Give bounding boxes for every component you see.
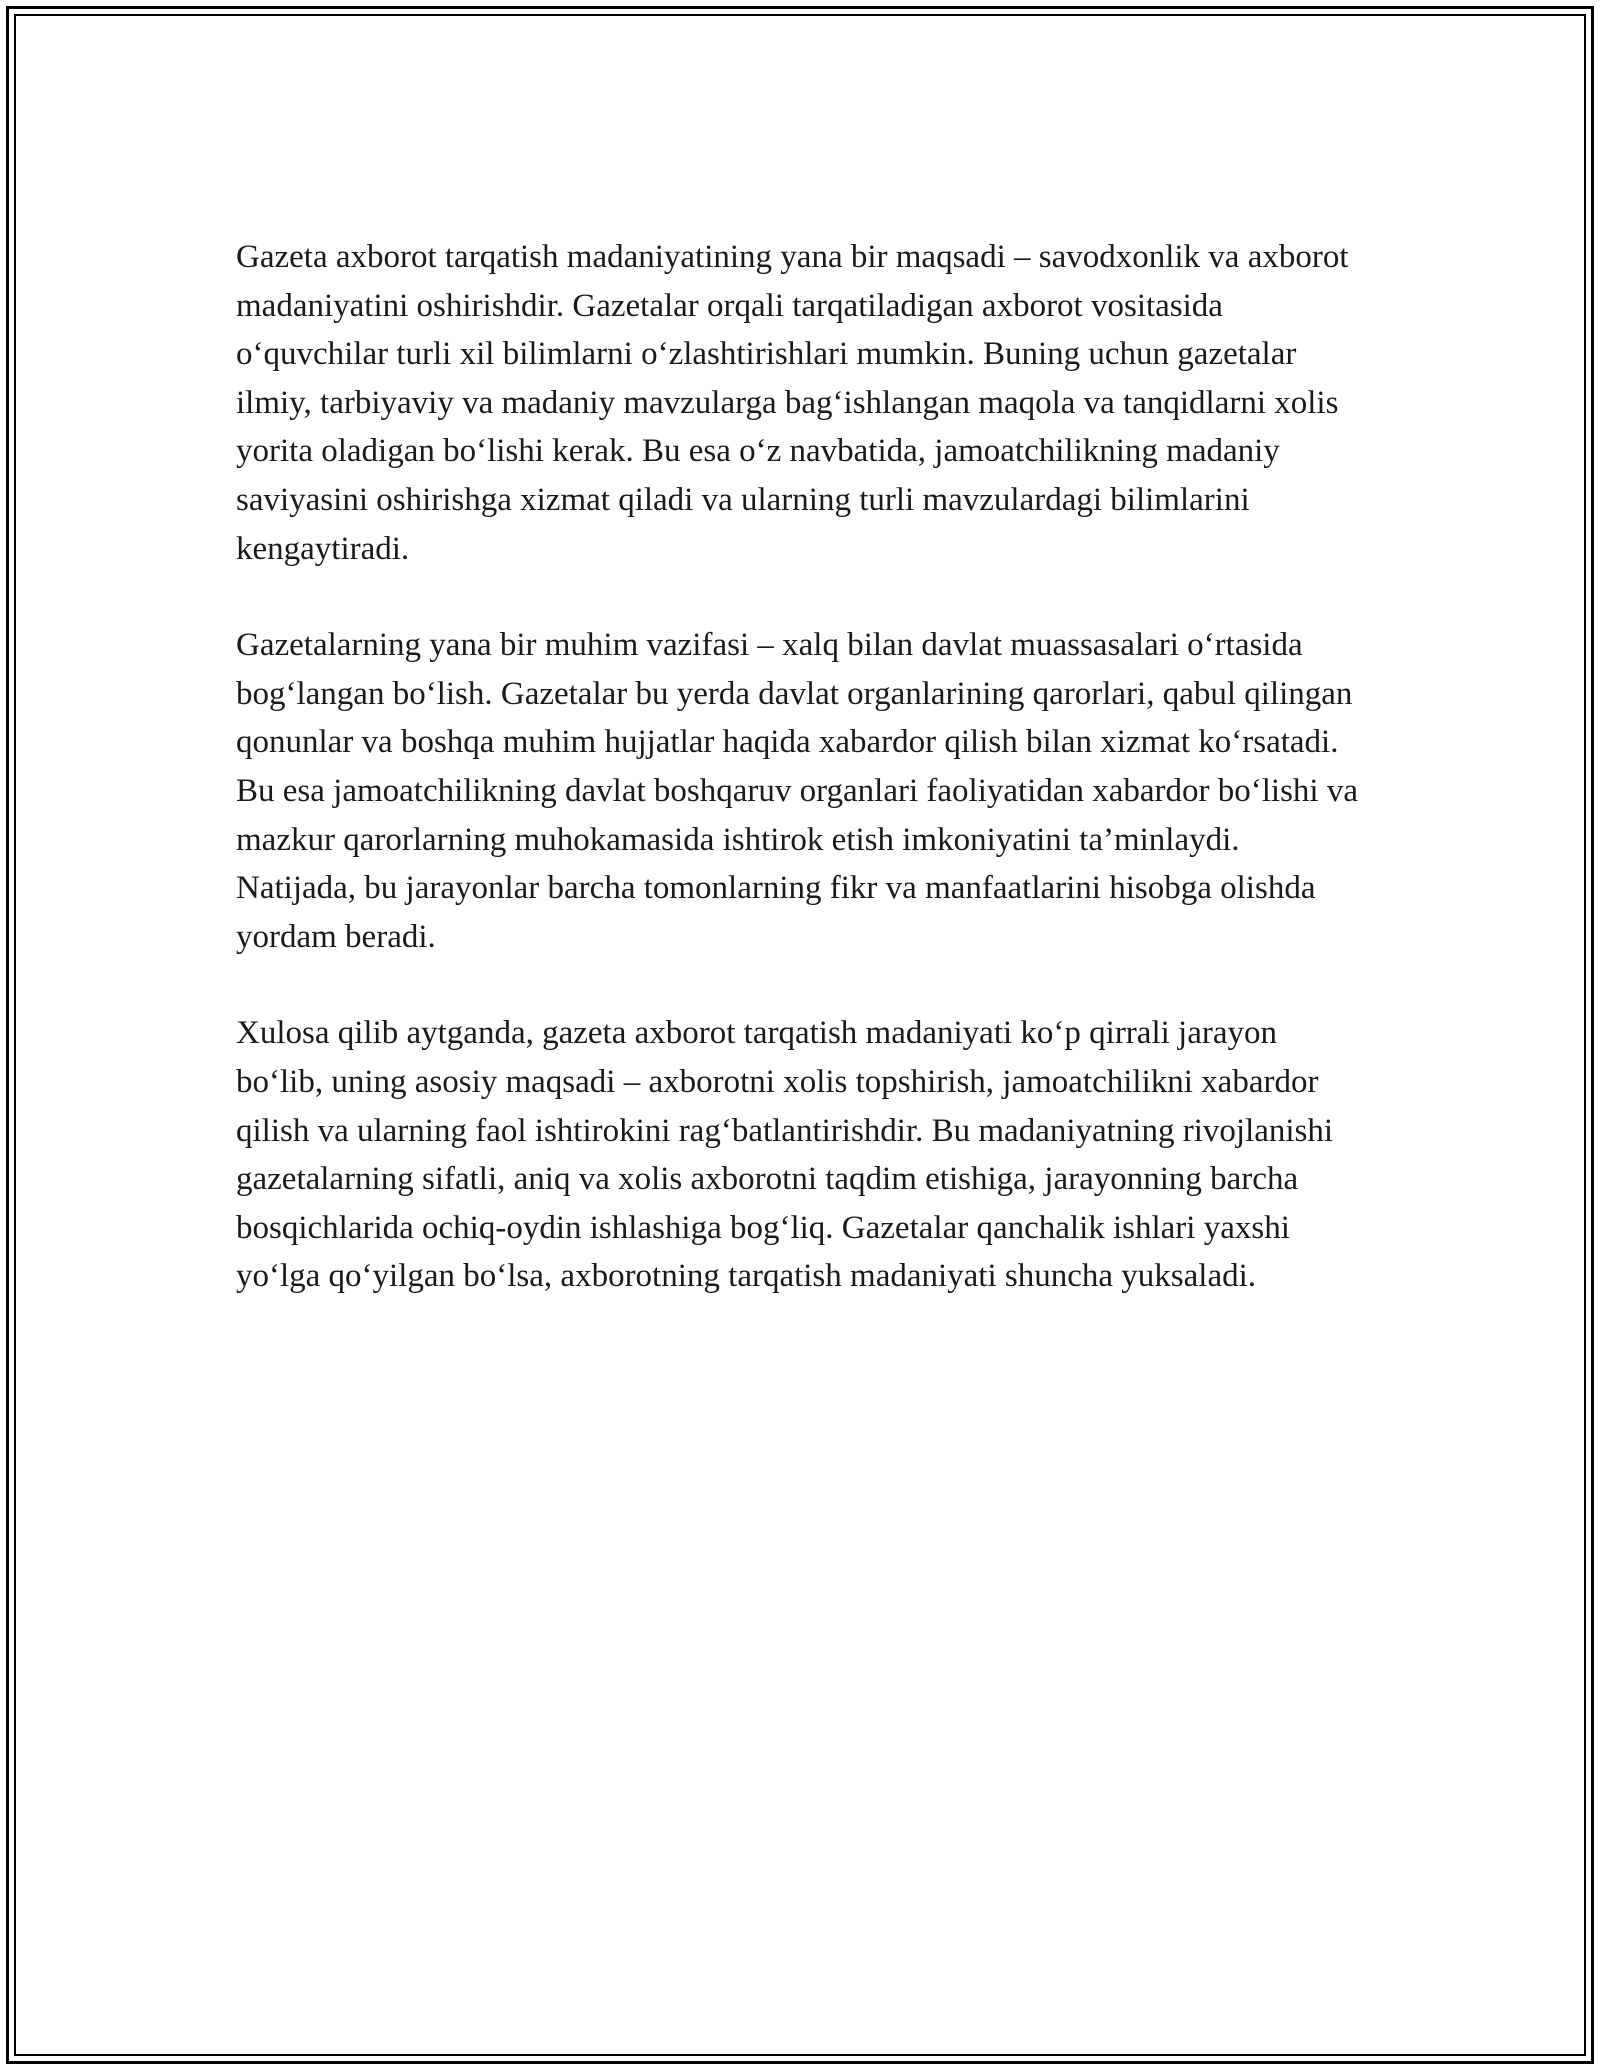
paragraph-1: Gazeta axborot tarqatish madaniyatining yana bir maqsadi – savodxonlik va axborot madaniyatini oshirishdir. Gazetalar orqali tarqatiladigan axborot vositasida o‘quvchilar turli xil bilimlarni o‘zlashtirishlari mumkin. Buning uchun gazetalar ilmiy, tarbiyaviy va madaniy mavzularga bag‘ishlangan maqola va tanqidlarni xolis yorita oladigan bo‘lishi kerak. Bu esa o‘z navbatida, jamoatchilikning madaniy saviyasini oshirishga xizmat qiladi va ularning turli mavzulardagi bilimlarini kengaytiradi.: [236, 239, 1349, 567]
paragraph-3: Xulosa qilib aytganda, gazeta axborot tarqatish madaniyati ko‘p qirrali jarayon bo‘lib, uning asosiy maqsadi – axborotni xolis topshirish, jamoatchilikni xabardor qilish va ularning faol ishtirokini rag‘batlantirishdir. Bu madaniyatning rivojlanishi gazetalarning sifatli, aniq va xolis axborotni taqdim etishiga, jarayonning barcha bosqichlarida ochiq-oydin ishlashiga bog‘liq. Gazetalar qanchalik ishlari yaxshi yo‘lga qo‘yilgan bo‘lsa, axborotning tarqatish madaniyati shuncha yuksaladi.: [236, 1015, 1334, 1295]
document-body: [236, 233, 1366, 1301]
paragraph-2: Gazetalarning yana bir muhim vazifasi – xalq bilan davlat muassasalari o‘rtasida bog‘langan bo‘lish. Gazetalar bu yerda davlat organlarining qarorlari, qabul qilingan qonunlar va boshqa muhim hujjatlar haqida xabardor qilish bilan xizmat ko‘rsatadi. Bu esa jamoatchilikning davlat boshqaruv organlari faoliyatidan xabardor bo‘lishi va mazkur qarorlarning muhokamasida ishtirok etish imkoniyatini ta’minlaydi. Natijada, bu jarayonlar barcha tomonlarning fikr va manfaatlarini hisobga olishda yordam beradi.: [236, 627, 1358, 955]
